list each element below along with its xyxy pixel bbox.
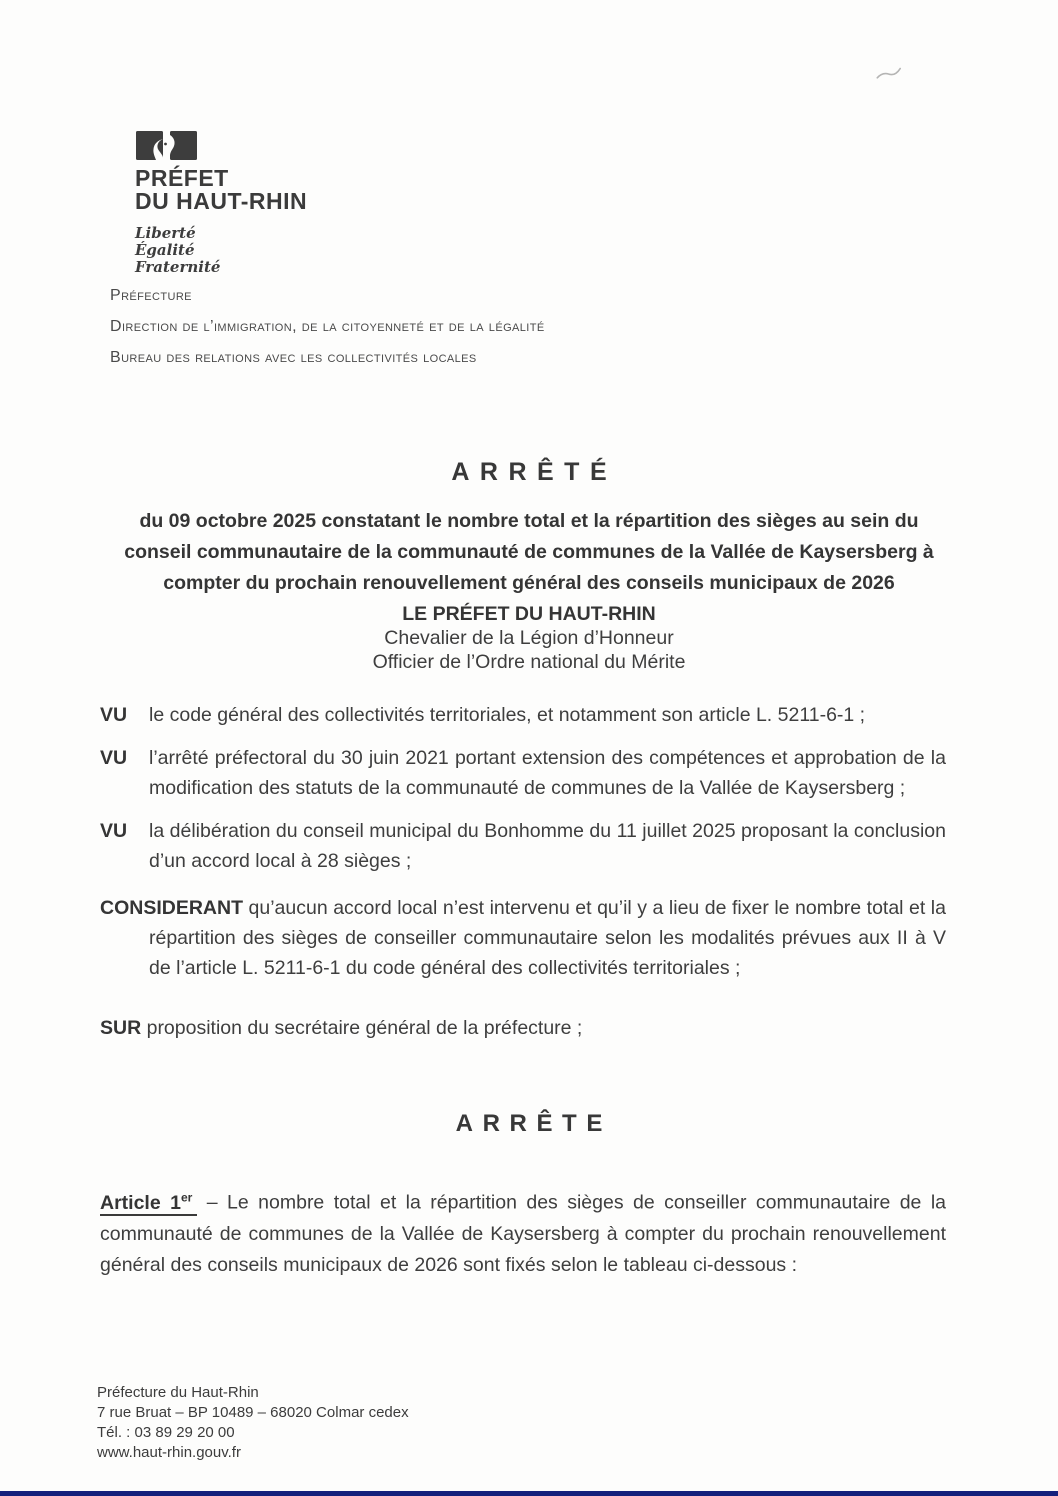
authority-name: LE PRÉFET DU HAUT-RHIN	[402, 603, 656, 625]
recitals-section	[100, 700, 946, 1043]
article-1-superscript: er	[180, 1190, 193, 1204]
article-1-label: Article 1er	[100, 1192, 197, 1216]
issuing-service-block	[110, 284, 565, 377]
footer-address-block	[97, 1383, 409, 1463]
logo-line-2: DU HAUT-RHIN	[135, 188, 308, 214]
service-line-prefecture: Préfecture	[110, 287, 192, 304]
scan-edge-strip	[0, 1491, 1058, 1496]
republic-motto	[135, 225, 307, 276]
recital-label: VU	[100, 820, 128, 842]
considerant-label: CONSIDERANT	[100, 897, 244, 919]
document-title: ARRÊTÉ	[451, 458, 618, 486]
recital-label: VU	[100, 747, 128, 769]
recital-text: la délibération du conseil municipal du Bonhomme du 11 juillet 2025 proposant la conclusion d’un accord local à 28 sièges ;	[149, 820, 946, 872]
sur-label: SUR	[100, 1017, 142, 1039]
motto-liberte: Liberté	[135, 224, 196, 242]
article-1-text: – Le nombre total et la répartition des sièges de conseiller communautaire de la communauté de communes de la Vallée de Kaysersberg à compter du prochain renouvellement général des conseils municipaux de 2026 sont fixés selon le tableau ci-dessous :	[100, 1191, 946, 1276]
footer-org-name: Préfecture du Haut-Rhin	[97, 1384, 259, 1401]
recital-vu-1	[100, 700, 946, 730]
service-line-direction: Direction de l’immigration, de la citoyenneté et de la légalité	[110, 318, 545, 335]
sur-paragraph	[100, 1013, 946, 1043]
decision-heading: ARRÊTE	[455, 1110, 612, 1137]
authority-block	[0, 602, 1058, 674]
recital-text: l’arrêté préfectoral du 30 juin 2021 portant extension des compétences et approbation de la modification des statuts de la communauté de communes de la Vallée de Kaysersberg ;	[149, 747, 946, 799]
sur-text: proposition du secrétaire général de la préfecture ;	[146, 1017, 583, 1039]
document-subtitle: du 09 octobre 2025 constatant le nombre total et la répartition des sièges au sein du conseil communautaire de la communauté de communes de la Vallée de Kaysersberg à compter du prochain renouvellement général des conseils municipaux de 2026	[124, 510, 934, 594]
footer-website: www.haut-rhin.gouv.fr	[97, 1444, 241, 1461]
marianne-french-flag-icon	[135, 130, 199, 162]
recital-label: VU	[100, 704, 128, 726]
letterhead	[135, 130, 307, 276]
motto-egalite: Égalité	[135, 241, 195, 259]
scan-artifact-mark	[875, 64, 905, 86]
considerant-paragraph	[100, 893, 946, 983]
recital-vu-3	[100, 816, 946, 876]
motto-fraternite: Fraternité	[135, 258, 221, 276]
footer-street-address: 7 rue Bruat – BP 10489 – 68020 Colmar cedex	[97, 1404, 409, 1421]
prefect-logo-title	[135, 167, 307, 213]
article-1-paragraph	[100, 1182, 946, 1281]
service-line-bureau: Bureau des relations avec les collectivités locales	[110, 349, 477, 366]
recital-text: le code général des collectivités territoriales, et notamment son article L. 5211-6-1 ;	[149, 704, 866, 726]
authority-title-1: Chevalier de la Légion d’Honneur	[384, 627, 674, 649]
recital-vu-2	[100, 743, 946, 803]
logo-line-1: PRÉFET	[135, 165, 229, 191]
footer-phone: Tél. : 03 89 29 20 00	[97, 1424, 235, 1441]
authority-title-2: Officier de l’Ordre national du Mérite	[372, 651, 686, 673]
considerant-text: qu’aucun accord local n’est intervenu et qu’il y a lieu de fixer le nombre total et la répartition des sièges de conseiller communautaire selon les modalités prévues aux II à V de l’article L. 5211-6-1 du code général des collectivités territoriales ;	[149, 897, 946, 979]
